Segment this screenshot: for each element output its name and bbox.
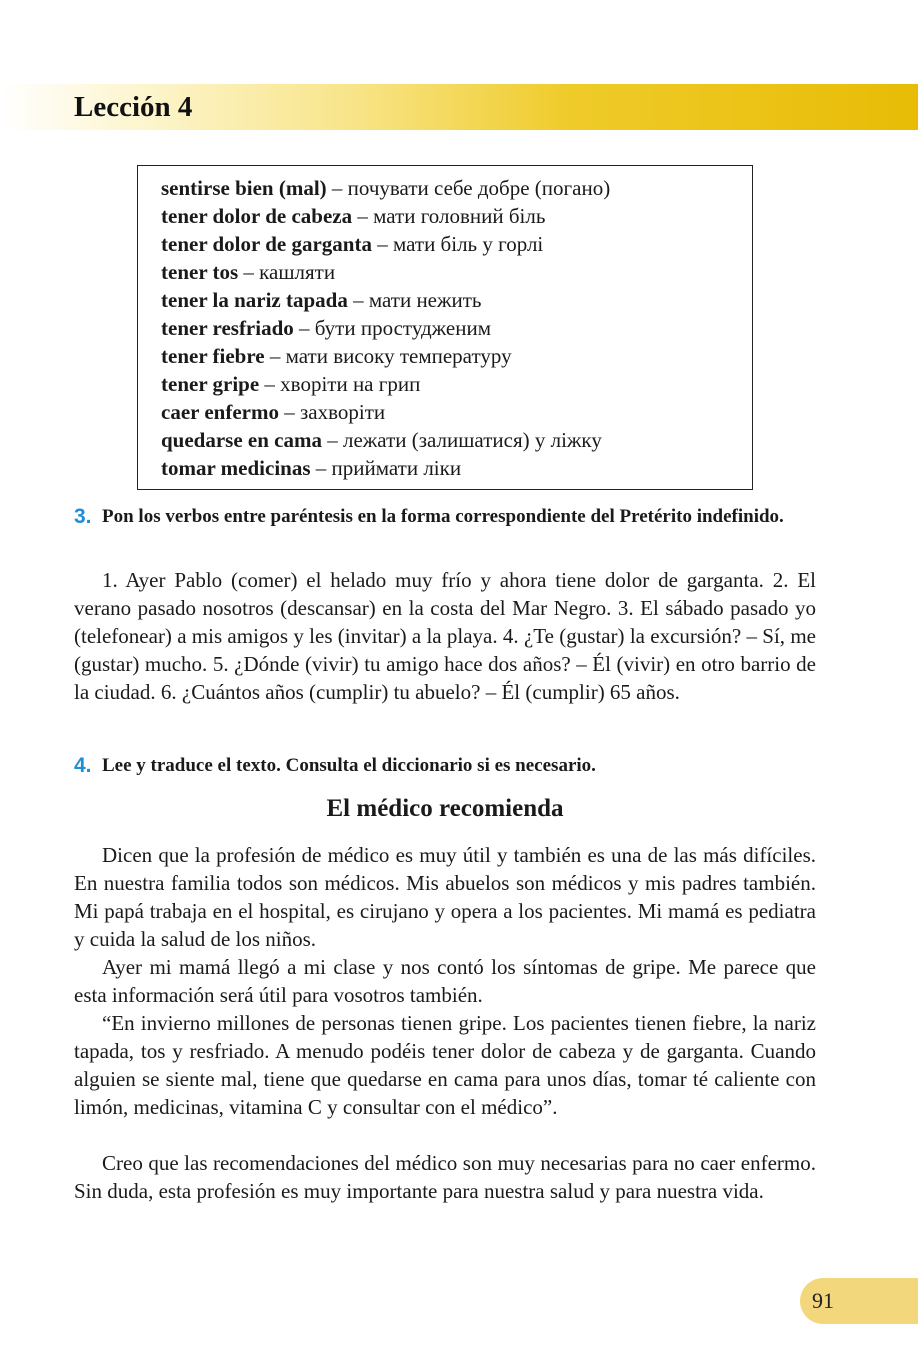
- vocab-translation: – захворіти: [278, 400, 386, 424]
- reading-paragraph: Creo que las recomendaciones del médico son muy necesarias para no caer enfermo. Sin duda, esta profesión es muy importante para nuestra salud y para nuestra vida.: [74, 1151, 816, 1203]
- exercise-number: 4.: [74, 754, 92, 777]
- vocab-translation: – мати головний біль: [352, 204, 546, 228]
- vocab-translation: – почувати себе добре (погано): [326, 176, 611, 200]
- vocab-translation: – мати нежить: [347, 288, 482, 312]
- reading-paragraph: Dicen que la profesión de médico es muy útil y también es una de las más difíciles. En nuestra familia todos son médicos. Mis abuelos son médicos y mis padres también. Mi papá trabaja en el hospital, es cirujano y opera a los pacientes. Mi mamá es pediatra y cuida la salud de los niños.: [74, 843, 816, 951]
- vocab-entry: [161, 454, 752, 482]
- vocab-entry: [161, 370, 752, 398]
- exercise-instruction-text: Pon los verbos entre paréntesis en la forma correspondiente del Pretérito indefinido.: [102, 506, 784, 527]
- vocab-entry: [161, 426, 752, 454]
- vocab-translation: – мати високу температуру: [264, 344, 512, 368]
- vocab-term: tener resfriado: [161, 316, 294, 340]
- vocab-term: tomar medicinas: [161, 456, 311, 480]
- exercise-3-text: 1. Ayer Pablo (comer) el helado muy frío y ahora tiene dolor de garganta. 2. El verano pasado nosotros (descansar) en la costa del Mar Negro. 3. El sábado pasado yo (telefonear) a mis amigos y les (invitar) a la playa. 4. ¿Te (gustar) la excursión? – Sí, me (gustar) mucho. 5. ¿Dónde (vivir) tu amigo hace dos años? – Él (vivir) en otro barrio de la ciudad. 6. ¿Cuántos años (cumplir) tu abuelo? – Él (cumplir) 65 años.: [74, 568, 816, 704]
- vocab-entry: [161, 174, 752, 202]
- vocab-entry: [161, 202, 752, 230]
- vocab-entry: [161, 230, 752, 258]
- vocab-entry: [161, 286, 752, 314]
- vocab-term: tener tos: [161, 260, 239, 284]
- vocab-term: tener gripe: [161, 372, 260, 396]
- reading-title: El médico recomienda: [326, 795, 564, 822]
- vocab-translation: – кашляти: [238, 260, 336, 284]
- vocab-term: sentirse bien (mal): [161, 176, 327, 200]
- vocab-entry: [161, 258, 752, 286]
- vocab-term: tener fiebre: [161, 344, 265, 368]
- vocab-term: caer enfermo: [161, 400, 279, 424]
- exercise-number: 3.: [74, 505, 92, 528]
- vocab-entry: [161, 398, 752, 426]
- exercise-4-instruction: [74, 752, 816, 779]
- vocab-translation: – хворіти на грип: [259, 372, 421, 396]
- exercise-3-instruction: [74, 503, 816, 530]
- vocab-term: tener dolor de cabeza: [161, 204, 353, 228]
- vocab-translation: – приймати ліки: [310, 456, 462, 480]
- vocab-term: tener dolor de garganta: [161, 232, 372, 256]
- page-number: 91: [812, 1288, 834, 1313]
- vocab-term: tener la nariz tapada: [161, 288, 348, 312]
- reading-paragraph: “En invierno millones de personas tienen gripe. Los pacientes tienen fiebre, la nariz tapada, tos y resfriado. A menudo podéis tener dolor de cabeza y de garganta. Cuando alguien se siente mal, tiene que quedarse en cama para unos días, tomar té caliente con limón, medicinas, vitamina C y consultar con el médico”.: [74, 1011, 816, 1119]
- vocab-term: quedarse en cama: [161, 428, 322, 452]
- vocab-translation: – бути простудженим: [293, 316, 491, 340]
- vocab-entry: [161, 342, 752, 370]
- vocab-entry: [161, 314, 752, 342]
- vocab-translation: – мати біль у горлі: [371, 232, 544, 256]
- vocab-translation: – лежати (залишатися) у ліжку: [322, 428, 602, 452]
- reading-paragraph: Ayer mi mamá llegó a mi clase y nos contó los síntomas de gripe. Me parece que esta información será útil para vosotros también.: [74, 955, 816, 1007]
- vocabulary-box: [137, 165, 753, 490]
- exercise-instruction-text: Lee y traduce el texto. Consulta el diccionario si es necesario.: [102, 755, 596, 776]
- lesson-title: Lección 4: [74, 91, 193, 123]
